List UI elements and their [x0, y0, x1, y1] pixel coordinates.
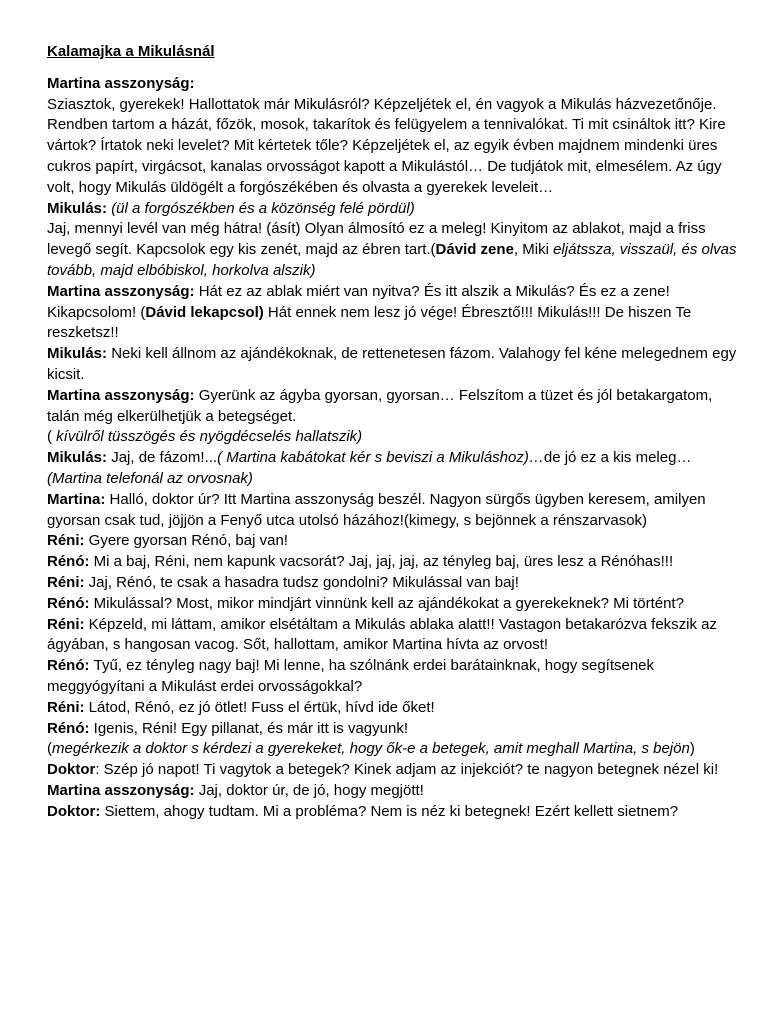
stage-direction: ( Martina kabátokat kér s beviszi a Mikuláshoz)…	[217, 449, 544, 467]
dialogue-text: Siettem, ahogy tudtam. Mi a probléma? Nem is néz ki betegnek! Ezért kellett sietnem?	[104, 802, 679, 820]
document-page	[47, 42, 737, 822]
script-line	[47, 739, 737, 760]
script-line	[47, 95, 737, 199]
dialogue-text: Gyere gyorsan Rénó, baj van!	[88, 532, 288, 550]
dialogue-text: (	[47, 740, 52, 758]
speaker-name: Rénó:	[47, 594, 94, 612]
dialogue-text: Mikulással? Most, mikor mindjárt vinnünk kell az ajándékokat a gyerekeknek? Mi történt?	[93, 594, 684, 612]
script-line	[47, 531, 737, 552]
speaker-name: Mikulás:	[47, 345, 112, 363]
stage-direction: megérkezik a doktor s kérdezi a gyerekeket, hogy ők-e a betegek, amit meghall Martina, s bejön	[52, 740, 690, 758]
dialogue-text: Neki kell állnom az ajándékoknak, de rettenetesen fázom. Valahogy fel kéne melegednem egy kicsit.	[47, 345, 737, 383]
script-line	[47, 386, 737, 428]
speaker-name: Mikulás:	[47, 199, 112, 217]
speaker-name: Doktor	[47, 761, 96, 779]
script-line	[47, 427, 737, 448]
dialogue-text: Tyű, ez tényleg nagy baj! Mi lenne, ha szólnánk erdei barátainknak, hogy segítsenek meggyógyítani a Mikulást erdei orvosságokkal?	[47, 657, 655, 695]
speaker-name: Réni:	[47, 615, 89, 633]
dialogue-text: Jaj, mennyi levél van még hátra! (ásít) Olyan álmosító ez a meleg! Kinyitom az ablakot, majd a friss levegő segít. Kapcsolok egy kis zenét, majd az ébren tart.(	[47, 220, 706, 259]
speaker-name: Martina:	[47, 490, 110, 508]
speaker-name: Mikulás:	[47, 449, 112, 467]
script-line	[47, 698, 737, 719]
speaker-name: Doktor:	[47, 802, 105, 820]
dialogue-text: Igenis, Réni! Egy pillanat, és már itt is vagyunk!	[93, 719, 408, 737]
dialogue-text: Hát ennek nem lesz jó vége! Ébresztő!!! Mikulás!!! De hiszen Te reszketsz!!	[47, 303, 692, 342]
script-line	[47, 282, 737, 344]
speaker-name: Martina asszonyság:	[47, 386, 199, 404]
script-line	[47, 781, 737, 802]
script-line	[47, 656, 737, 698]
document-title: Kalamajka a Mikulásnál	[47, 43, 215, 60]
dialogue-text: Jaj, de fázom!...	[111, 449, 218, 467]
stage-direction: (ül a forgószékben és a közönség felé pördül)	[111, 199, 415, 217]
script-line	[47, 490, 737, 532]
dialogue-text: Halló, doktor úr? Itt Martina asszonyság beszél. Nagyon sürgős ügyben keresem, amilyen gyorsan csak tud, jöjjön a Fenyő utca utolsó házához!(kimegy, s bejönnek a rénszarvasok)	[47, 490, 706, 529]
script-line	[47, 219, 737, 281]
script-line	[47, 719, 737, 740]
script-line	[47, 344, 737, 386]
script-line	[47, 199, 737, 220]
bold-cue: Dávid zene	[435, 241, 514, 259]
script-line	[47, 760, 737, 781]
speaker-name: Rénó:	[47, 719, 94, 737]
dialogue-text: Sziasztok, gyerekek! Hallottatok már Mikulásról? Képzeljétek el, én vagyok a Mikulás házvezetőnője. Rendben tartom a házát, főzök, mosok, takarítok és felügyelem a tennivalókat. Ti mit csináltok itt? Kire vártok? Írtatok neki levelet? Mit kértetek tőle? Képzeljétek el, az egyik évben majdnem mindenki üres cukros papírt, virgácsot, kanalas orvosságot kapott a Mikulástól… De tudjátok mit, elmesélem. Az úgy volt, hogy Mikulás üldögélt a forgószékében és olvasta a gyerekek leveleit…	[47, 95, 726, 196]
dialogue-text: Hát ez az ablak miért van nyitva? És itt alszik a Mikulás? És ez a zene! Kikapcsolom! (	[47, 282, 670, 321]
script-line	[47, 552, 737, 573]
dialogue-text: : Szép jó napot! Ti vagytok a betegek? Kinek adjam az injekciót? te nagyon betegnek nézel ki!	[95, 761, 719, 779]
dialogue-text: Gyerünk az ágyba gyorsan, gyorsan… Felszítom a tüzet és jól betakargatom, talán még elkerülhetjük a betegséget.	[47, 386, 713, 425]
speaker-name: Rénó:	[47, 553, 94, 571]
script-line	[47, 573, 737, 594]
script-line	[47, 74, 737, 95]
dialogue-text: Jaj, doktor úr, de jó, hogy megjött!	[198, 781, 424, 799]
dialogue-text: )	[689, 740, 695, 758]
dialogue-text: Képzeld, mi láttam, amikor elsétáltam a Mikulás ablaka alatt!! Vastagon betakarózva fekszik az ágyában, s hangosan vacog. Sőt, hallottam, amikor Martina hívta az orvost!	[47, 615, 718, 654]
script-line	[47, 448, 737, 469]
stage-direction: eljátssza, visszaül, és olvas tovább, majd elbóbiskol, horkolva alszik)	[47, 241, 737, 279]
stage-direction: (Martina telefonál az orvosnak)	[47, 469, 253, 487]
dialogue-text: , Miki	[513, 241, 554, 259]
dialogue-text: Jaj, Rénó, te csak a hasadra tudsz gondolni? Mikulással van baj!	[88, 573, 519, 591]
bold-cue: Dávid lekapcsol)	[145, 303, 264, 321]
dialogue-text: Látod, Rénó, ez jó ötlet! Fuss el értük, hívd ide őket!	[88, 698, 435, 716]
script-line	[47, 802, 737, 823]
dialogue-text: Mi a baj, Réni, nem kapunk vacsorát? Jaj, jaj, jaj, az tényleg baj, üres lesz a Rénóhas!!!	[93, 553, 674, 571]
speaker-name: Martina asszonyság:	[47, 74, 195, 92]
speaker-name: Réni:	[47, 532, 89, 550]
dialogue-text: (	[47, 428, 57, 446]
speaker-name: Martina asszonyság:	[47, 282, 199, 300]
script-line	[47, 594, 737, 615]
script-line	[47, 469, 737, 490]
dialogue-text: de jó ez a kis meleg…	[543, 449, 692, 467]
speaker-name: Martina asszonyság:	[47, 781, 199, 799]
stage-direction: kívülről tüsszögés és nyögdécselés hallatszik)	[56, 428, 363, 446]
speaker-name: Réni:	[47, 698, 89, 716]
speaker-name: Réni:	[47, 573, 89, 591]
speaker-name: Rénó:	[47, 657, 94, 675]
script-body	[47, 74, 737, 823]
script-line	[47, 615, 737, 657]
